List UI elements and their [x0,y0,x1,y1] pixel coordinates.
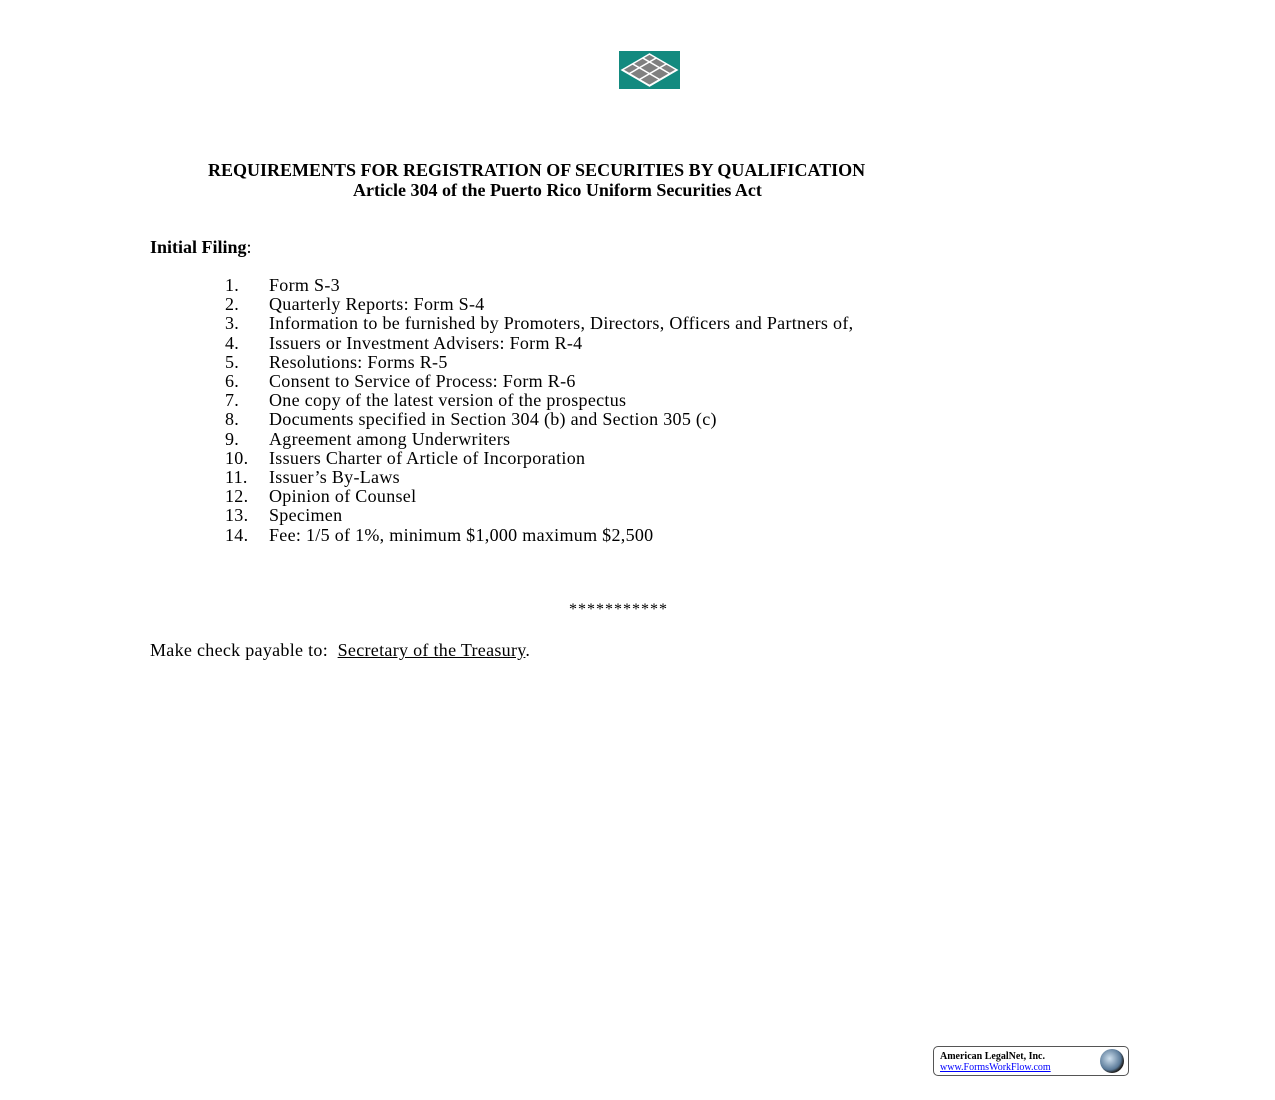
list-item [225,372,853,391]
item-text: Specimen [269,505,343,526]
item-text: Issuer’s By-Laws [269,467,400,488]
list-item [225,449,853,468]
list-item [225,334,853,353]
globe-icon [1100,1049,1124,1073]
list-item [225,391,853,410]
item-number: 1. [225,275,240,295]
list-item [225,314,853,333]
list-item [225,410,853,429]
section-heading-text: Initial Filing [150,237,247,257]
section-heading-colon: : [246,237,252,257]
section-heading [150,237,252,258]
payable-line [150,640,530,661]
footer-link[interactable]: www.FormsWorkFlow.com [940,1062,1051,1073]
list-item [225,276,853,295]
footer-company: American LegalNet, Inc. [940,1051,1045,1062]
list-item [225,468,853,487]
title-line-1: REQUIREMENTS FOR REGISTRATION OF SECURITIES BY QUALIFICATION [208,160,866,180]
item-number: 5. [225,351,240,372]
item-text: Documents specified in Section 304 (b) and Section 305 (c) [269,409,717,430]
item-number: 8. [225,409,240,430]
list-item [225,487,853,506]
item-text: Issuers or Investment Advisers: Form R-4 [269,332,583,353]
list-item [225,295,853,314]
item-text: Resolutions: Forms R-5 [269,351,448,372]
list-item [225,353,853,372]
separator: *********** [569,601,668,618]
item-number: 4. [225,332,240,353]
item-text: Opinion of Counsel [269,486,417,507]
item-number: 9. [225,428,240,449]
item-text: One copy of the latest version of the prospectus [269,390,627,411]
payable-end: . [525,640,531,660]
list-item [225,430,853,449]
item-text: Issuers Charter of Article of Incorporation [269,447,586,468]
item-text: Consent to Service of Process: Form R-6 [269,371,576,392]
item-text: Agreement among Underwriters [269,428,511,449]
payee: Secretary of the Treasury [337,640,526,660]
item-text: Fee: 1/5 of 1%, minimum $1,000 maximum $2,500 [269,524,654,545]
requirements-list [225,276,853,545]
item-number: 11. [225,467,248,488]
item-number: 14. [225,524,249,545]
item-text: Form S-3 [269,275,340,295]
item-number: 2. [225,294,240,315]
item-number: 7. [225,390,240,411]
item-number: 12. [225,486,249,507]
item-number: 10. [225,447,249,468]
payable-label: Make check payable to: [150,640,338,660]
list-item [225,526,853,545]
footer-badge [933,1046,1129,1076]
diamond-grid-logo-icon [619,51,680,89]
item-number: 13. [225,505,249,526]
list-item [225,506,853,525]
item-text: Quarterly Reports: Form S-4 [269,294,485,315]
item-number: 6. [225,371,240,392]
title-line-2: Article 304 of the Puerto Rico Uniform Securities Act [353,180,762,200]
item-text: Information to be furnished by Promoters, Directors, Officers and Partners of, [269,313,854,334]
item-number: 3. [225,313,240,334]
